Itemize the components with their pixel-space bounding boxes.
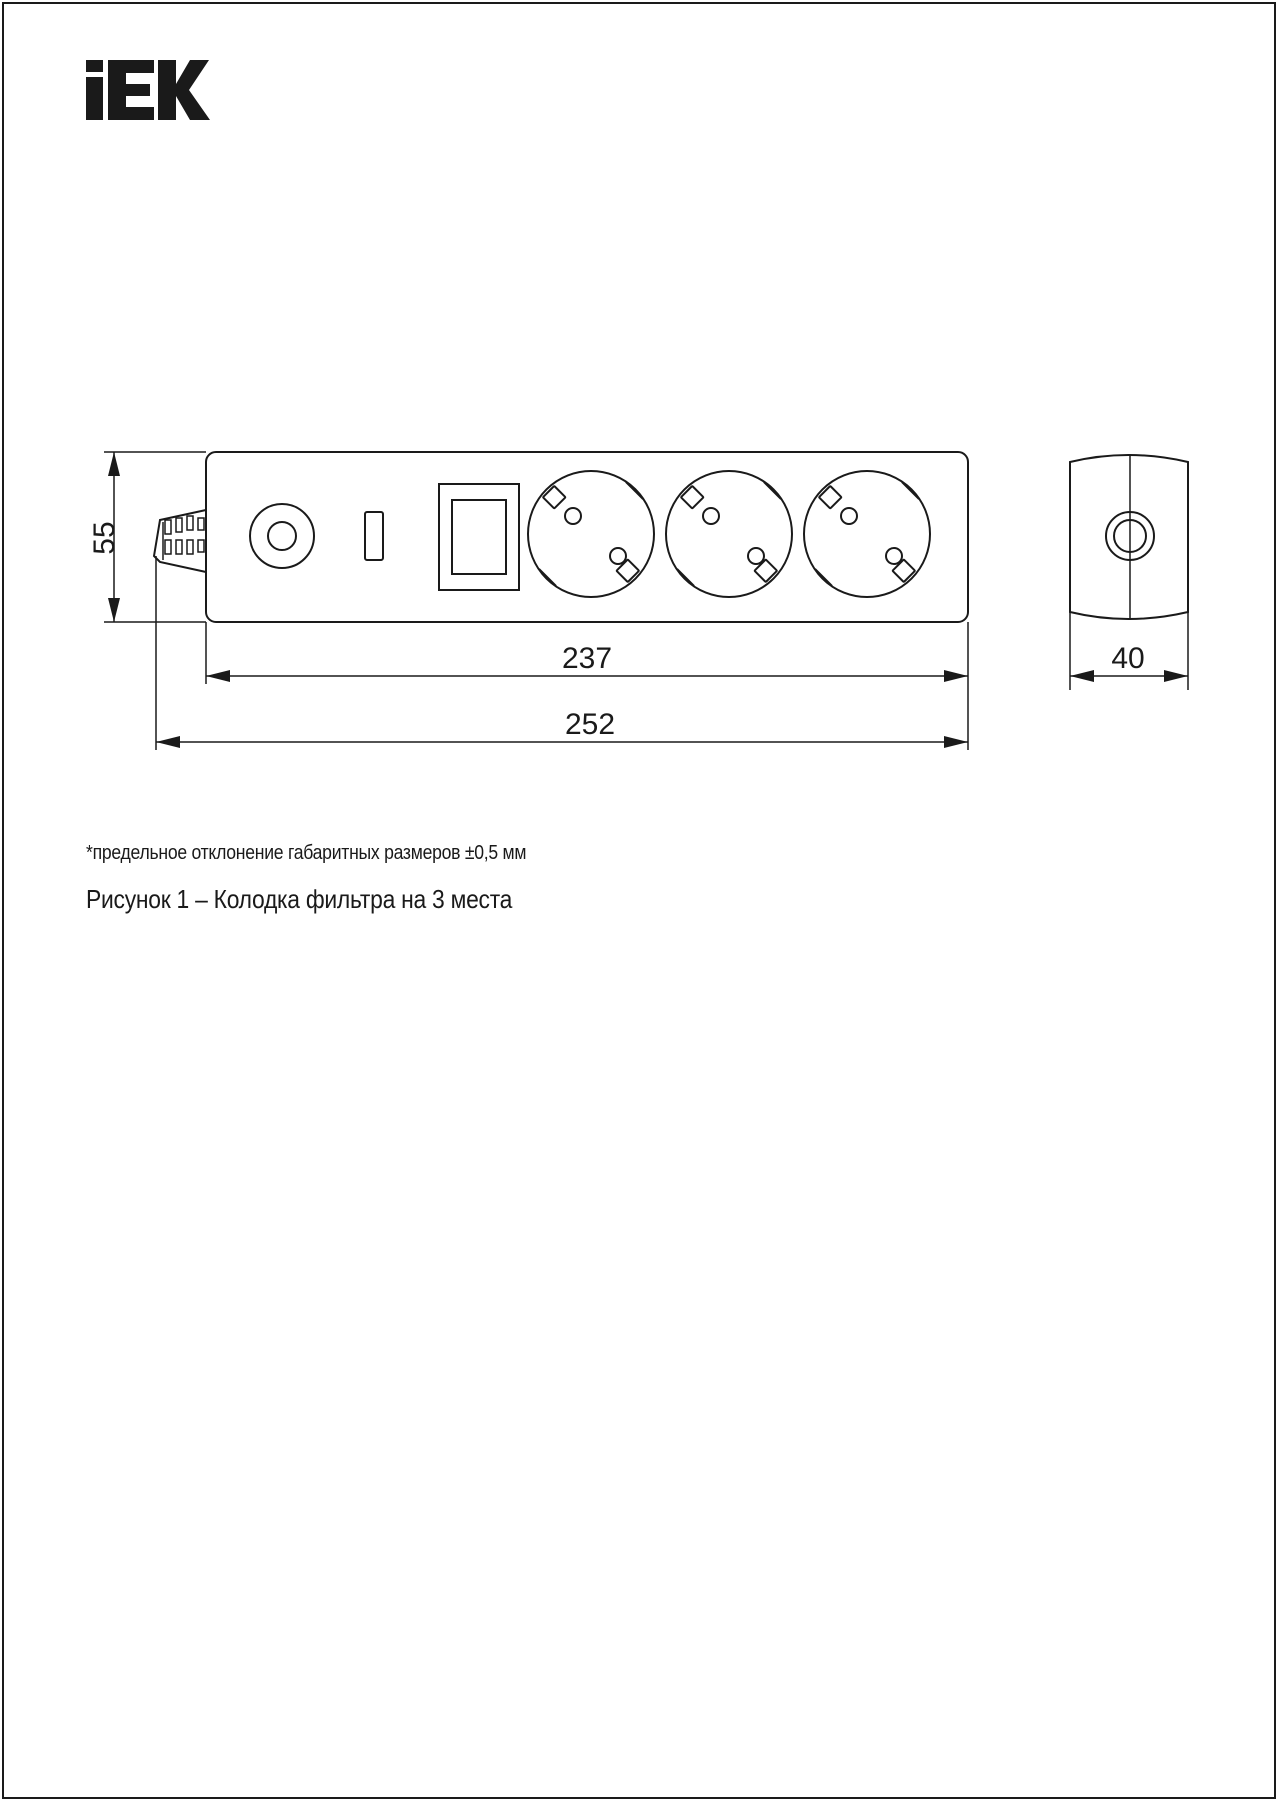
dim-depth-label: 40 bbox=[1111, 642, 1145, 675]
side-view bbox=[1070, 455, 1188, 620]
dim-total-length-label: 252 bbox=[564, 708, 616, 741]
reset-button bbox=[250, 504, 314, 568]
dim-height-label: 55 bbox=[88, 521, 121, 555]
power-strip-drawing bbox=[0, 0, 1280, 800]
figure-caption: Рисунок 1 – Колодка фильтра на 3 места bbox=[86, 884, 513, 914]
dim-body-length-label: 237 bbox=[561, 642, 613, 675]
socket-1 bbox=[528, 471, 654, 597]
socket-2 bbox=[666, 471, 792, 597]
cord-strain-relief bbox=[154, 510, 206, 572]
dimension-arrows bbox=[108, 452, 1188, 748]
tolerance-note: *предельное отклонение габаритных размеров ±0,5 мм bbox=[86, 842, 527, 864]
socket-3 bbox=[804, 471, 930, 597]
indicator-lamp bbox=[365, 512, 383, 560]
